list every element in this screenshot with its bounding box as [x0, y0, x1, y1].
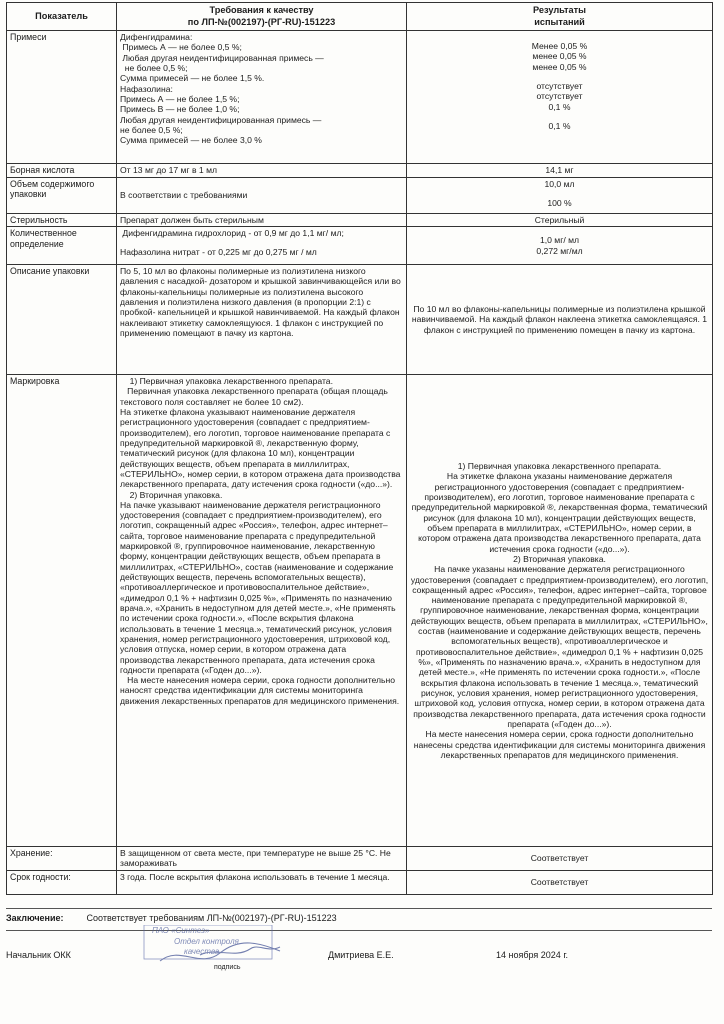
table-row-assay [7, 227, 713, 265]
table-row-packaging [7, 265, 713, 375]
sterility-result: Стерильный [407, 213, 713, 227]
table-row-volume [7, 177, 713, 213]
divider-top [6, 908, 712, 909]
header-requirements: Требования к качеству по ЛП-№(002197)-(РГ-RU)-151223 [117, 3, 407, 31]
signature-caption: подпись [214, 964, 241, 971]
volume-name: Объем содержимого упаковки [7, 177, 117, 213]
volume-results: 10,0 мл 100 % [407, 177, 713, 213]
header-indicator: Показатель [7, 3, 117, 31]
shelf-result: Соответствует [407, 871, 713, 895]
signer-role: Начальник ОКК [6, 950, 71, 960]
assay-results: 1,0 мг/ мл 0,272 мг/мл [407, 227, 713, 265]
impurities-results: Менее 0,05 % менее 0,05 % менее 0,05 % отсутствует отсутствует 0,1 % 0,1 % [407, 31, 713, 164]
packaging-results: По 10 мл во флаконы-капельницы полимерные из полиэтилена крышкой навинчиваемой. На каждый флакон наклеена этикетка самоклеящаяся. 1 флакон с инструкцией по применению помещен в пачку из картона. [407, 265, 713, 375]
stamp-line3: качества [184, 947, 220, 956]
sterility-name: Стерильность [7, 213, 117, 227]
impurities-name: Примеси [7, 31, 117, 164]
conclusion-text: Соответствует требованиям ЛП-№(002197)-(РГ-RU)-151223 [86, 913, 337, 923]
marking-requirements: 1) Первичная упаковка лекарственного препарата. Первичная упаковка лекарственного препарата (общая площадь текстового поля составляет не более 10 см2). На этикетке флакона указывают наименование держателя регистрационного удостоверения (совпадает с предприятием-производителем), его логотип, торговое наименование препарата с предупредительной маркировкой ®, лекарственную форму, тематический рисунок (для флакона 10 мл), концентрации действующих веществ, объем препарата в миллилитрах, «СТЕРИЛЬНО», номер серии, в котором отражена дата производства лекарственного препарата, дату истечения срока годности («до...»). 2) Вторичная упаковка. На пачке указывают наименование держателя регистрационного удостоверения (совпадает с предприятием-производителем), его логотип, сокращенный адрес «Россия», телефон, адрес интернет–сайта, торговое наименование препарата с предупредительной маркировкой ®, группировочное наименование, лекарственную форму, концентрации действующих веществ, объем препарата в миллилитрах, «СТЕРИЛЬНО», состав (наименование и содержание действующих веществ, перечень вспомогательных веществ), «противоаллергическое и противовоспалительное действие», «димедрол 0,1 % + нафтизин 0,025 %», «Применять по назначению врача.», «Хранить в недоступном для детей месте.», «Не применять по истечении срока годности.», «После вскрытия флакона использовать в течение 1 месяца.», тематический рисунок, условия хранения, номер регистрационного удостоверения, штриховой код, условия отпуска, номер серии, в котором отражена дата производства лекарственного препарата, дата истечения срока годности препарата («Годен до...»). На месте нанесения номера серии, срока годности дополнительно наносят средства идентификации для системы мониторинга движения лекарственных препаратов для медицинского применения. [117, 375, 407, 847]
sterility-requirements: Препарат должен быть стерильным [117, 213, 407, 227]
boric-requirements: От 13 мг до 17 мг в 1 мл [117, 164, 407, 178]
storage-result: Соответствует [407, 847, 713, 871]
shelf-name: Срок годности: [7, 871, 117, 895]
table-row-marking [7, 375, 713, 847]
signature-block [6, 950, 712, 980]
conclusion-label: Заключение: [6, 913, 64, 923]
impurities-requirements: Дифенгидрамина: Примесь А — не более 0,5 %; Любая другая неидентифицированная примесь — не более 0,5 %; Сумма примесей — не более 1,5 %. Нафазолина: Примесь А — не более 1,5 %; Примесь В — не более 1,0 %; Любая другая неидентифицированная примесь — не более 0,5 %; Сумма примесей — не более 3,0 % [117, 31, 407, 164]
table-row-shelf-life [7, 871, 713, 895]
assay-requirements: Дифенгидрамина гидрохлорид - от 0,9 мг до 1,1 мг/ мл; Нафазолина нитрат - от 0,225 мг до 0,275 мг / мл [117, 227, 407, 265]
stamp-line2: Отдел контроля [174, 937, 239, 946]
storage-requirements: В защищенном от света месте, при температуре не выше 25 °С. Не замораживать [117, 847, 407, 871]
packaging-name: Описание упаковки [7, 265, 117, 375]
signer-name: Дмитриева Е.Е. [328, 950, 394, 960]
divider-bottom [6, 930, 712, 931]
table-row-storage [7, 847, 713, 871]
table-row-sterility [7, 213, 713, 227]
volume-requirements: В соответствии с требованиями [117, 177, 407, 213]
shelf-requirements: 3 года. После вскрытия флакона использовать в течение 1 месяца. [117, 871, 407, 895]
packaging-requirements: По 5, 10 мл во флаконы полимерные из полиэтилена низкого давления с насадкой- дозатором и крышкой завинчивающейся или во флаконы-капельницы полимерные из полиэтилена высокого давления и полиэтилена низкого давления (в пропорции 2:1) с пробкой- капельницей и крышкой навинчиваемой. На каждый флакон наклеивают этикетку самоклеящуюся. 1 флакон с инструкцией по применению помещают в пачку из картона. [117, 265, 407, 375]
marking-name: Маркировка [7, 375, 117, 847]
marking-results: 1) Первичная упаковка лекарственного препарата. На этикетке флакона указаны наименование держателя регистрационного удостоверения (совпадает с предприятием-производителем), его логотип, торговое наименование препарата с предупредительной маркировкой ®, лекарственная форма, тематический рисунок (для флакона 10 мл), концентрации действующих веществ, объем препарата в миллилитрах, «СТЕРИЛЬНО», номер серии, в котором отражена дата производства лекарственного препарата, дата истечения срока годности («до...»). 2) Вторичная упаковка. На пачке указаны наименование держателя регистрационного удостоверения (совпадает с предприятием-производителем), его логотип, сокращенный адрес «Россия», телефон, адрес интернет–сайта, торговое наименование препарата с предупредительной маркировкой ®, группировочное наименование, лекарственная форма, концентрации действующих веществ, объем препарата в миллилитрах, «СТЕРИЛЬНО», состав (наименование и содержание действующих веществ, перечень вспомогательных веществ), «противоаллергическое и противовоспалительное действие», «димедрол 0,1 % + нафтизин 0,025 %», «Применять по назначению врача.», «Хранить в недоступном для детей месте.», «Не применять по истечении срока годности.», «После вскрытия флакона использовать в течение 1 месяца.», тематический рисунок, условия хранения, номер регистрационного удостоверения, штриховой код, условия отпуска, номер серии, в котором отражена дата производства лекарственного препарата, дата истечения срока годности препарата («Годен до...»). На месте нанесения номера серии, срока годности дополнительно нанесены средства идентификации для системы мониторинга движения лекарственных препаратов для медицинского применения. [407, 375, 713, 847]
conclusion [6, 913, 712, 923]
sign-date: 14 ноября 2024 г. [496, 950, 568, 960]
table-row-boric-acid [7, 164, 713, 178]
stamp-line1: ПАО «Синтез» [152, 926, 210, 935]
storage-name: Хранение: [7, 847, 117, 871]
quality-table [6, 2, 713, 895]
table-header-row [7, 3, 713, 31]
assay-name: Количественное определение [7, 227, 117, 265]
boric-result: 14,1 мг [407, 164, 713, 178]
header-results: Результаты испытаний [407, 3, 713, 31]
table-row-impurities [7, 31, 713, 164]
boric-name: Борная кислота [7, 164, 117, 178]
